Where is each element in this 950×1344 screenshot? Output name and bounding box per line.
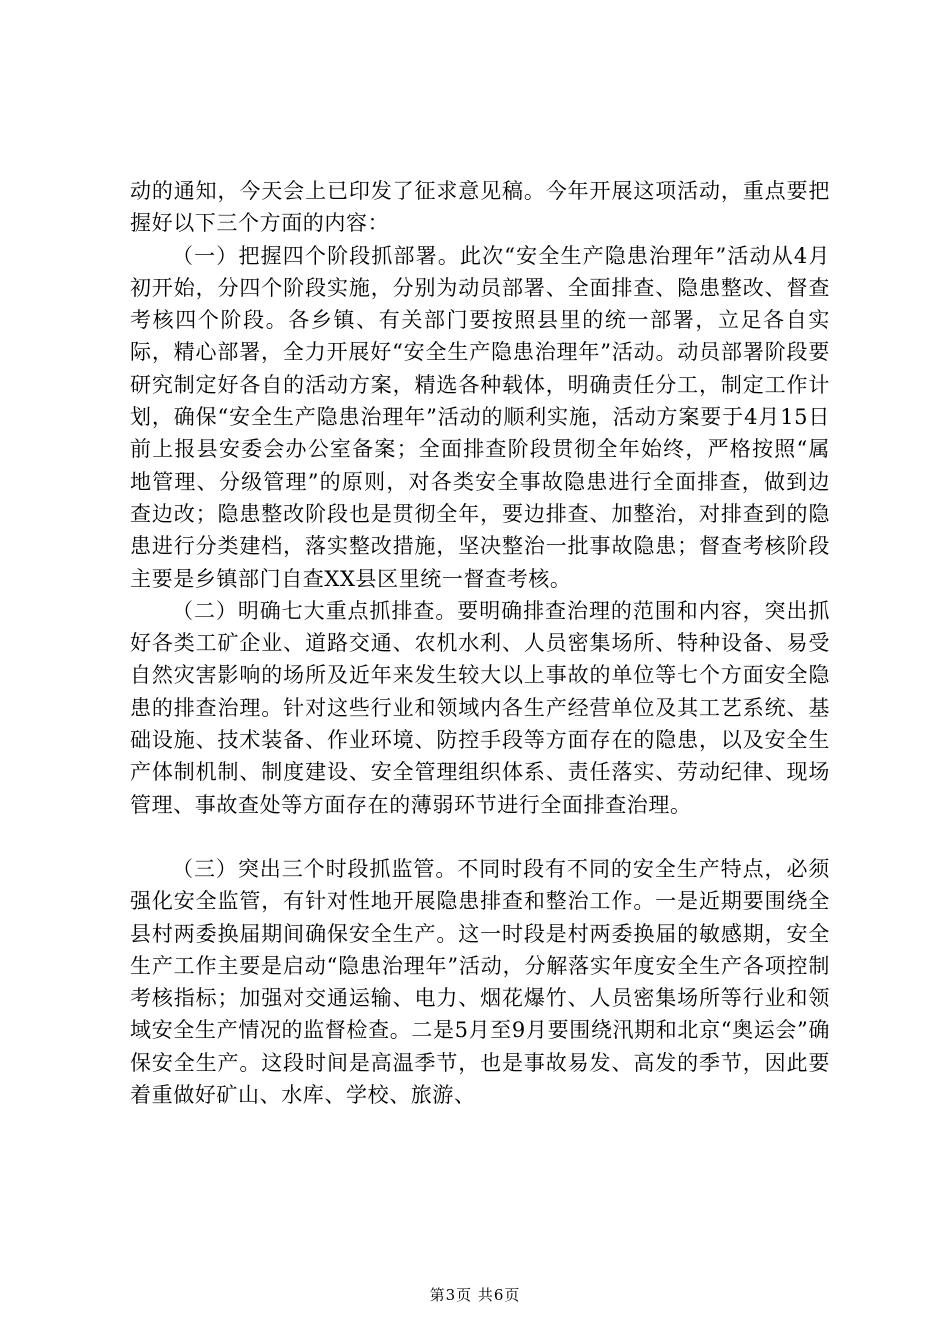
document-body — [130, 175, 830, 1111]
paragraph-section-2: （二）明确七大重点抓排查。要明确排查治理的范围和内容，突出抓好各类工矿企业、道路交通、农机水利、人员密集场所、特种设备、易受自然灾害影响的场所及近年来发生较大以上事故的单位等七个方面安全隐患的排查治理。针对这些行业和领域内各生产经营单位及其工艺系统、基础设施、技术装备、作业环境、防控手段等方面存在的隐患，以及安全生产体制机制、制度建设、安全管理组织体系、责任落实、劳动纪律、现场管理、事故查处等方面存在的薄弱环节进行全面排查治理。 — [130, 598, 830, 817]
paragraph-intro: 动的通知，今天会上已印发了征求意见稿。今年开展这项活动，重点要把握好以下三个方面的内容： — [130, 179, 830, 236]
paragraph-gap — [130, 821, 830, 853]
paragraph-section-1: （一）把握四个阶段抓部署。此次“安全生产隐患治理年”活动从4月初开始，分四个阶段实施，分别为动员部署、全面排查、隐患整改、督查考核四个阶段。各乡镇、有关部门要按照县里的统一部署，立足各自实际，精心部署，全力开展好“安全生产隐患治理年”活动。动员部署阶段要研究制定好各自的活动方案，精选各种载体，明确责任分工，制定工作计划，确保“安全生产隐患治理年”活动的顺利实施，活动方案要于4月15日前上报县安委会办公室备案；全面排查阶段贯彻全年始终，严格按照“属地管理、分级管理”的原则，对各类安全事故隐患进行全面排查，做到边查边改；隐患整改阶段也是贯彻全年，要边排查、加整治，对排查到的隐患进行分类建档，落实整改措施，坚决整治一批事故隐患；督查考核阶段主要是乡镇部门自查XX县区里统一督查考核。 — [130, 243, 830, 591]
paragraph-section-3: （三）突出三个时段抓监管。不同时段有不同的安全生产特点，必须强化安全监管，有针对性地开展隐患排查和整治工作。一是近期要围绕全县村两委换届期间确保安全生产。这一时段是村两委换届的敏感期，安全生产工作主要是启动“隐患治理年”活动，分解落实年度安全生产各项控制考核指标；加强对交通运输、电力、烟花爆竹、人员密集场所等行业和领域安全生产情况的监督检查。二是5月至9月要围绕汛期和北京“奥运会”确保安全生产。这段时间是高温季节，也是事故易发、高发的季节，因此要着重做好矿山、水库、学校、旅游、 — [130, 856, 830, 1108]
page-number-footer: 第3页 共6页 — [429, 1286, 521, 1304]
